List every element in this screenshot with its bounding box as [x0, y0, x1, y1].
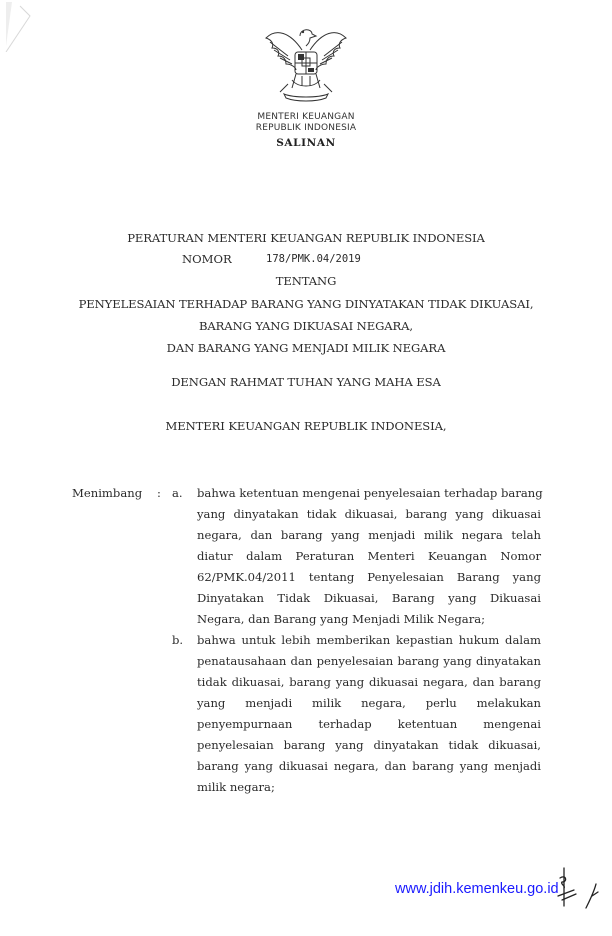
text-line: milik negara;: [197, 780, 275, 794]
garuda-emblem-icon: [262, 22, 350, 106]
text-line: yang dinyatakan tidak dikuasai, barang yang dikuasai: [197, 507, 541, 521]
text-line: yang menjadi milik negara, perlu melakukan: [197, 696, 541, 710]
text-line: barang yang dikuasai negara, dan barang yang menjadi: [197, 759, 541, 773]
text-line: bahwa untuk lebih memberikan kepastian hukum dalam: [197, 633, 541, 647]
item-letter-a: a.: [172, 486, 183, 500]
consideration-item-b: [197, 630, 541, 798]
text-line: 62/PMK.04/2011 tentang Penyelesaian Barang yang: [197, 570, 541, 584]
considerations-separator: :: [157, 486, 161, 500]
subject-line-1: PENYELESAIAN TERHADAP BARANG YANG DINYATAKAN TIDAK DIKUASAI,: [78, 297, 534, 311]
number-label: NOMOR: [182, 252, 232, 266]
subject-line-3: DAN BARANG YANG MENJADI MILIK NEGARA: [166, 341, 446, 355]
jdih-website-link[interactable]: www.jdih.kemenkeu.go.id: [395, 881, 559, 897]
about-label: TENTANG: [275, 274, 337, 288]
text-line: Negara, dan Barang yang Menjadi Milik Negara;: [197, 612, 486, 626]
text-line: negara, dan barang yang menjadi milik negara telah: [197, 528, 541, 542]
text-line: penyelesaian barang yang dinyatakan tidak dikuasai,: [197, 738, 541, 752]
regulation-title: PERATURAN MENTERI KEUANGAN REPUBLIK INDONESIA: [127, 231, 485, 245]
considerations-label: Menimbang: [72, 486, 143, 500]
institution-name: MENTERI KEUANGAN: [257, 112, 355, 122]
institution-country: REPUBLIK INDONESIA: [255, 123, 357, 133]
text-line: Dinyatakan Tidak Dikuasai, Barang yang Dikuasai: [197, 591, 541, 605]
text-line: diatur dalam Peraturan Menteri Keuangan Nomor: [197, 549, 541, 563]
subject-line-2: BARANG YANG DIKUASAI NEGARA,: [198, 319, 414, 333]
text-line: penatausahaan dan penyelesaian barang yang dinyatakan: [197, 654, 541, 668]
text-line: bahwa ketentuan mengenai penyelesaian terhadap barang: [197, 486, 543, 500]
page-corner-fold-icon: [2, 2, 32, 52]
initials-signature-icon: [556, 866, 608, 916]
copy-label: SALINAN: [276, 137, 336, 149]
text-line: penyempurnaan terhadap ketentuan mengenai: [197, 717, 541, 731]
item-letter-b: b.: [172, 633, 184, 647]
consideration-item-a: [197, 483, 541, 630]
number-value: 178/PMK.04/2019: [266, 253, 361, 265]
invocation: DENGAN RAHMAT TUHAN YANG MAHA ESA: [171, 375, 441, 389]
issuer: MENTERI KEUANGAN REPUBLIK INDONESIA,: [165, 419, 447, 433]
text-line: tidak dikuasai, barang yang dikuasai negara, dan barang: [197, 675, 541, 689]
